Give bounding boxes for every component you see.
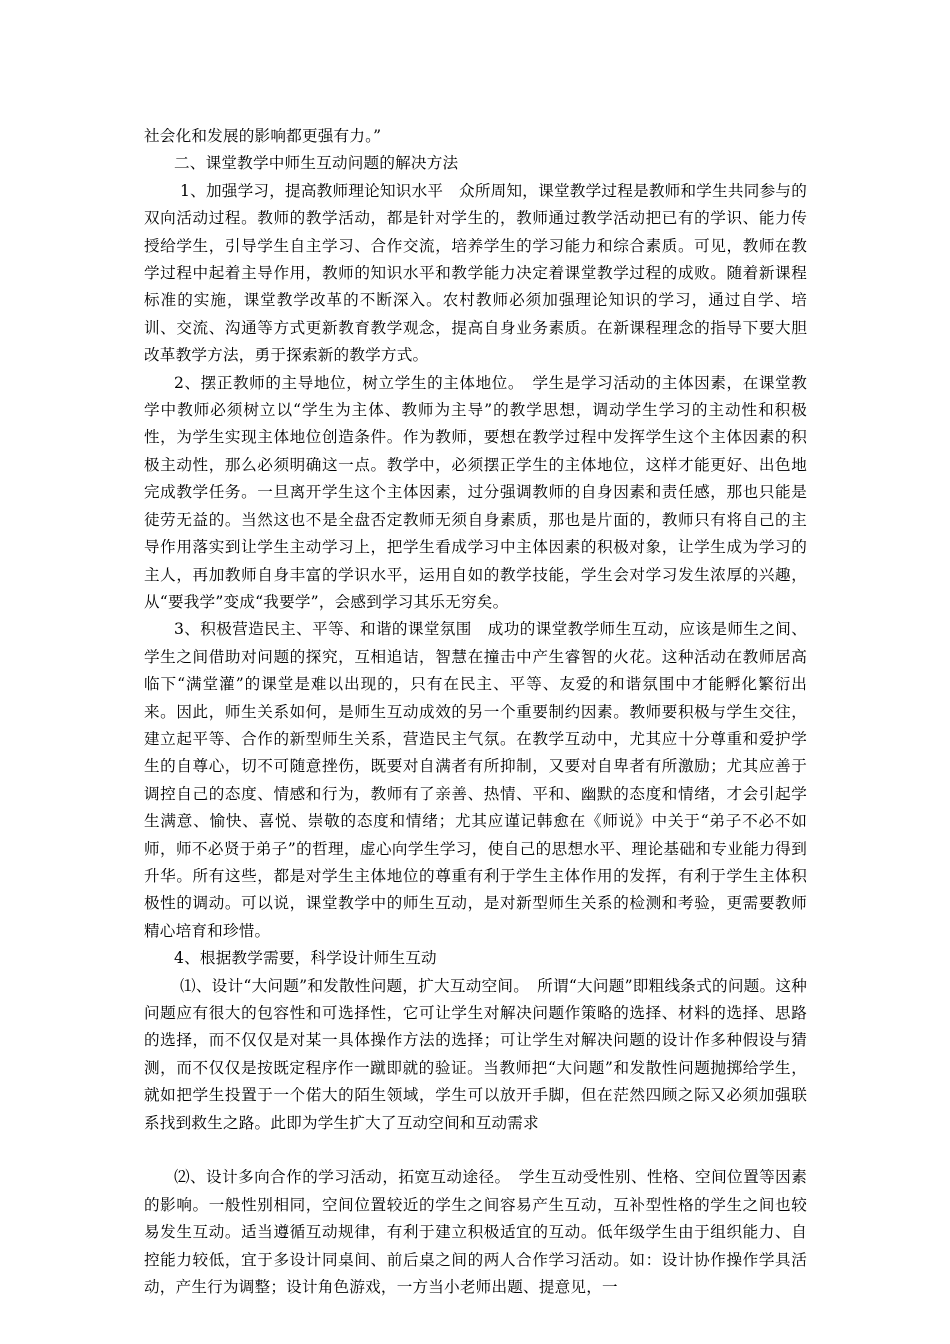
subsection-heading-4: 4、根据教学需要，科学设计师生互动 — [174, 949, 437, 968]
paragraph-point-1: 1、加强学习，提高教师理论知识水平 众所周知，课堂教学过程是教师和学生共同参与的双向活动过程。教师的教学活动，都是针对学生的，教师通过教学活动把已有的学识、能力传授给学生，引导学生自主学习、合作交流，培养学生的学习能力和综合素质。可见，教师在教学过程中起着主导作用，教师的知识水平和教学能力决定着课堂教学过程的成败。随着新课程标准的实施，课堂教学改革的不断深入。农村教师必须加强理论知识的学习，通过自学、培训、交流、沟通等方式更新教育教学观念，提高自身业务素质。在新课程理念的指导下要大胆改革教学方法，勇于探索新的教学方式。 — [144, 181, 807, 365]
paragraph-gap — [144, 1137, 807, 1164]
paragraph-point-2: 2、摆正教师的主导地位，树立学生的主体地位。 学生是学习活动的主体因素，在课堂教学中教师必须树立以“学生为主体、教师为主导”的教学思想，调动学生学习的主动性和积极性，为学生实现主体地位创造条件。作为教师，要想在教学过程中发挥学生这个主体因素的积极主动性，那么必须明确这一点。教学中，必须摆正学生的主体地位，这样才能更好、出色地完成教学任务。一旦离开学生这个主体因素，过分强调教师的自身因素和责任感，那也只能是徒劳无益的。当然这也不是全盘否定教师无须自身素质，那也是片面的，教师只有将自己的主导作用落实到让学生主动学习上，把学生看成学习中主体因素的积极对象，让学生成为学习的主人，再加教师自身丰富的学识水平，运用自如的教学技能，学生会对学习发生浓厚的兴趣，从“要我学”变成“我要学”，会感到学习其乐无穷矣。 — [144, 373, 807, 611]
document-body — [144, 123, 807, 1301]
section-heading: 二、课堂教学中师生互动问题的解决方法 — [174, 154, 459, 173]
paragraph-point-4-1: ⑴、设计“大问题”和发散性问题，扩大互动空间。 所谓“大问题”即粗线条式的问题。这种问题应有很大的包容性和可选择性，它可让学生对解决问题作策略的选择、材料的选择、思路的选择，而不仅仅是对某一具体操作方法的选择；可让学生对解决问题的设计作多种假设与猜测，而不仅仅是按既定程序作一蹴即就的验证。当教师把“大问题”和发散性问题抛掷给学生，就如把学生投置于一个偌大的陌生领域，学生可以放开手脚，但在茫然四顾之际又必须加强联系找到救生之路。此即为学生扩大了互动空间和互动需求 — [144, 976, 807, 1132]
paragraph-point-3: 3、积极营造民主、平等、和谐的课堂氛围 成功的课堂教学师生互动，应该是师生之间、学生之间借助对问题的探究，互相追诘，智慧在撞击中产生睿智的火花。这种活动在教师居高临下“满堂灌”的课堂是难以出现的，只有在民主、平等、友爱的和谐氛围中才能孵化繁衍出来。因此，师生关系如何，是师生互动成效的另一个重要制约因素。教师要积极与学生交往，建立起平等、合作的新型师生关系，营造民主气氛。在教学互动中，尤其应十分尊重和爱护学生的自尊心，切不可随意挫伤，既要对自满者有所抑制，又要对自卑者有所激励；尤其应善于调控自己的态度、情感和行为，教师有了亲善、热情、平和、幽默的态度和情绪，才会引起学生满意、愉快、喜悦、崇敬的态度和情绪；尤其应谨记韩愈在《师说》中关于“弟子不必不如师，师不必贤于弟子”的哲理，虚心向学生学习，使自己的思想水平、理论基础和专业能力得到升华。所有这些，都是对学生主体地位的尊重有利于学生主体作用的发挥，有利于学生主体积极性的调动。可以说，课堂教学中的师生互动，是对新型师生关系的检测和考验，更需要教师精心培育和珍惜。 — [144, 620, 807, 940]
paragraph-continuation: 社会化和发展的影响都更强有力。” — [144, 127, 382, 145]
paragraph-point-4-2: ⑵、设计多向合作的学习活动，拓宽互动途径。 学生互动受性别、性格、空间位置等因素的影响。一般性别相同，空间位置较近的学生之间容易产生互动，互补型性格的学生之间也较易发生互动。适当遵循互动规律，有利于建立积极适宜的互动。低年级学生由于组织能力、自控能力较低，宜于多设计同桌间、前后桌之间的两人合作学习活动。如：设计协作操作学具活动，产生行为调整；设计角色游戏，一方当小老师出题、提意见，一 — [144, 1168, 807, 1297]
